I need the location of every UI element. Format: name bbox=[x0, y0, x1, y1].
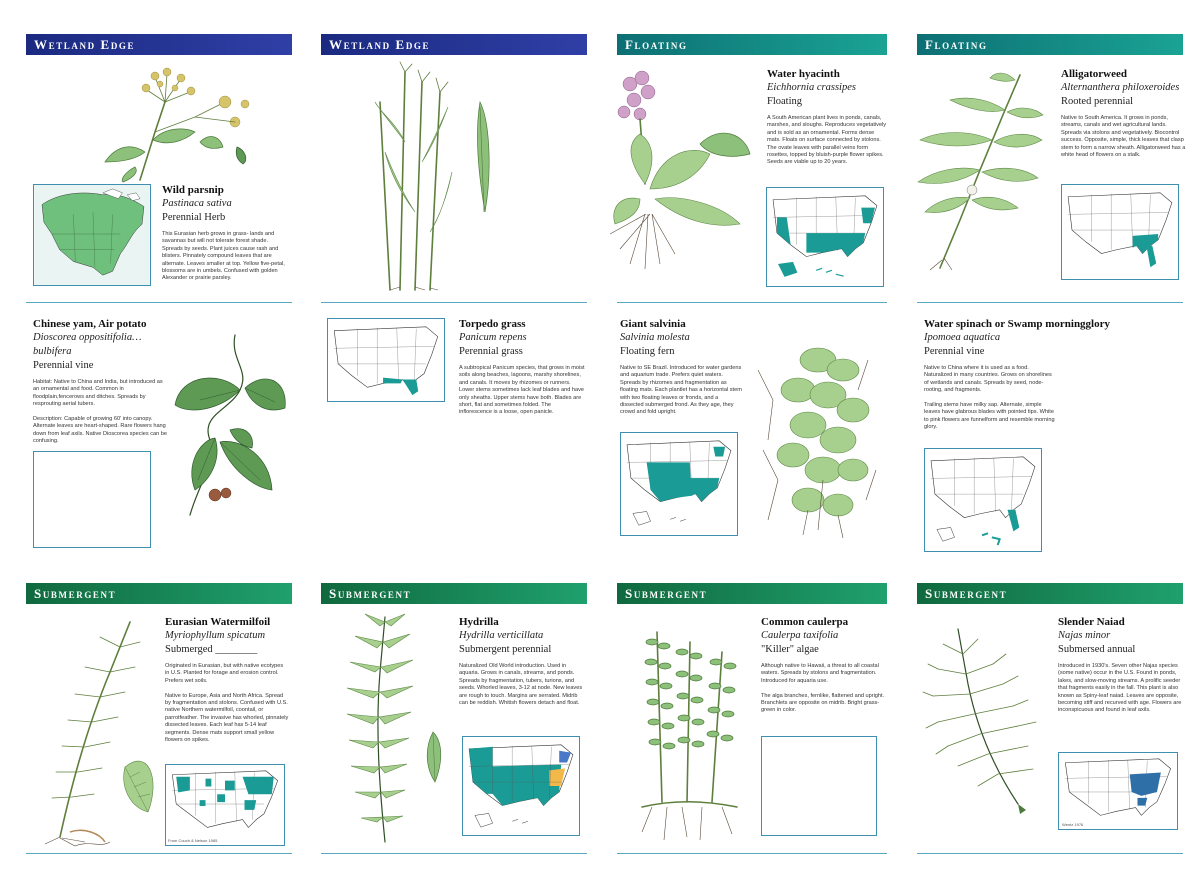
scientific-name: Dioscorea oppositifolia…bulbifera bbox=[33, 332, 142, 357]
range-map-us bbox=[766, 187, 884, 287]
species-entry-torpedo-grass bbox=[459, 318, 585, 417]
divider-rule bbox=[617, 302, 887, 303]
species-entry-wild-parsnip bbox=[162, 184, 288, 283]
caulerpa-illustration bbox=[622, 612, 752, 844]
range-map-us bbox=[1061, 184, 1179, 280]
species-name: Eurasian Watermilfoil bbox=[165, 616, 271, 628]
species-description: Native to South America. It grows in ponds, streams, canals and wet agricultural lands. Spreads via stolons and vegetatively. Biocontrol success. Opposite, simple, thick leaves that clasp stem to form a narrow sheath. Alligatorweed has a white head of flowers on a stalk. bbox=[1061, 115, 1186, 159]
scientific-name: Najas minor bbox=[1058, 630, 1111, 641]
torpedo-grass-illustration bbox=[360, 62, 520, 290]
scientific-name: Panicum repens bbox=[459, 332, 527, 343]
species-entry-eurasian-watermilfoil bbox=[165, 616, 289, 744]
plant-type: Submergent perennial bbox=[459, 644, 552, 655]
scientific-name: Alternanthera philoxeroides bbox=[1061, 82, 1180, 93]
species-description: Introduced in 1930's. Seven other Najas species (some native) occur in the U.S. Found in ponds, lakes, and slow-moving streams. A prolific seeder that fragments easily in the fall. This plant is also known as Spiny-leaf naiad. Leaves are opposite, becoming stiff and recurved with age. Flowers are inconspicuous and found in leaf axils. bbox=[1058, 663, 1182, 714]
hydrilla-illustration bbox=[325, 612, 455, 844]
species-name: Wild parsnip bbox=[162, 184, 224, 196]
species-entry-giant-salvinia bbox=[620, 318, 742, 417]
scientific-name: Myriophyllum spicatum bbox=[165, 630, 266, 641]
giant-salvinia-illustration bbox=[748, 330, 886, 540]
divider-rule bbox=[321, 853, 587, 854]
species-entry-water-hyacinth bbox=[767, 68, 887, 167]
species-description: Native to China where it is used as a food. Naturalized in many countries. Grows on shorelines of wetlands and canals. Spreads by seed, node-rooting, and fragments. Trailing stems have milky sap. Alternate, simple leaves have glabrous blades with pointed tips. White to pink flowers are funnelform and resemble morning glory. bbox=[924, 365, 1055, 431]
range-map-us bbox=[327, 318, 445, 402]
species-entry-common-caulerpa bbox=[761, 616, 885, 715]
plant-type: Rooted perennial bbox=[1061, 96, 1134, 107]
scientific-name: Pastinaca sativa bbox=[162, 198, 232, 209]
divider-rule bbox=[321, 302, 587, 303]
section-header-floating: Floating bbox=[617, 34, 887, 55]
scientific-name: Salvinia molesta bbox=[620, 332, 690, 343]
range-map-empty bbox=[33, 451, 151, 548]
plant-type: Floating bbox=[767, 96, 803, 107]
scientific-name: Caulerpa taxifolia bbox=[761, 630, 839, 641]
map-caption: From Couch & Nelson 1985 bbox=[168, 838, 218, 843]
species-name: Chinese yam, Air potato bbox=[33, 318, 147, 330]
wild-parsnip-illustration bbox=[95, 62, 265, 182]
plant-type: Perennial Herb bbox=[162, 212, 226, 223]
divider-rule bbox=[917, 302, 1183, 303]
species-description: This Eurasian herb grows in grass- lands and savannas but will not tolerate forest shade. Spreads by seeds. Plant juices cause rash and blisters. Pinnately compound leaves that are alternate. Leaves smaller at top. Yellow five-petal, blossoms are in umbels. Confused with golden Alexander or prairie parsley. bbox=[162, 231, 285, 282]
section-header-wetland-edge: Wetland Edge bbox=[26, 34, 292, 55]
species-description: Although native to Hawaii, a threat to all coastal waters. Spreads by stolons and fragmentation. Introduced for aquaria use. The alga branches, fernlike, flattened and upright. Branchlets are opposite on midrib. Bright grass-green in color. bbox=[761, 663, 885, 714]
species-entry-water-spinach bbox=[924, 318, 1180, 432]
species-entry-slender-naiad bbox=[1058, 616, 1186, 715]
species-name: Hydrilla bbox=[459, 616, 499, 628]
species-description: Habitat: Native to China and India, but introduced as an ornamental and food. Common in floodplain,fencerows and ditches. Spreads by resprouting aerial tubers. Description: Capable of growing 60' into canopy. Alternate leaves are heart-shaped. Rare flowers hang down from leaf axils. Native Dioscorea species can be confusing. bbox=[33, 379, 168, 445]
species-name: Torpedo grass bbox=[459, 318, 526, 330]
section-header-submergent: Submergent bbox=[321, 583, 587, 604]
plant-type: Perennial vine bbox=[924, 346, 985, 357]
divider-rule bbox=[26, 853, 292, 854]
species-name: Giant salvinia bbox=[620, 318, 686, 330]
species-name: Water spinach or Swamp morningglory bbox=[924, 318, 1110, 330]
chinese-yam-illustration bbox=[160, 330, 290, 520]
species-name: Common caulerpa bbox=[761, 616, 849, 628]
plant-type: Submersed annual bbox=[1058, 644, 1136, 655]
plant-type: Floating fern bbox=[620, 346, 675, 357]
species-description: Originated in Eurasian, but with native ecotypes in U.S. Planted for forage and erosion control. Prefers wet soils. Native to Europe, Asia and North Africa. Spread by fragmentation and stolons. Confused with U.S. native Northern watermilfoil, coontail, or parrotfeather. The invasive has whorled, pinnately dissected leaves. Each leaf has 5-14 leaf segments. Dense mats support small yellow flowers on spikes. bbox=[165, 663, 289, 744]
divider-rule bbox=[917, 853, 1183, 854]
species-entry-alligatorweed bbox=[1061, 68, 1187, 159]
species-description: Native to SE Brazil. Introduced for water gardens and aquarium trade. Prefers quiet waters. Spreads by rhizomes and fragmentation as floating mats. Each plantlet has a horizontal stem with two floating leaves or fronds, and a dissected submerged frond. As they age, they crowd and fold upright. bbox=[620, 365, 742, 416]
range-map-us bbox=[620, 432, 738, 536]
plant-type: Perennial grass bbox=[459, 346, 523, 357]
species-description: A subtropical Panicum species, that grows in moist soils along beaches, lagoons, marshy shorelines, and canals. It moves by rhizomes or runners. Lower stems sometimes lack leaf blades and have only sheaths. Upper stems have both. Blades are short, flat and sometimes folded. The inflorescence is a loose, open panicle. bbox=[459, 365, 585, 416]
eurasian-watermilfoil-illustration bbox=[30, 612, 160, 847]
section-header-submergent: Submergent bbox=[617, 583, 887, 604]
range-map-us bbox=[924, 448, 1042, 552]
species-name: Alligatorweed bbox=[1061, 68, 1127, 80]
slender-naiad-illustration bbox=[918, 624, 1048, 814]
alligatorweed-illustration bbox=[910, 70, 1045, 270]
range-map-north-america bbox=[33, 184, 151, 286]
water-hyacinth-illustration bbox=[600, 64, 760, 274]
divider-rule bbox=[617, 853, 887, 854]
section-header-submergent: Submergent bbox=[26, 583, 292, 604]
range-map-us bbox=[165, 764, 285, 846]
species-description: Naturalized Old World introduction. Used in aquaria. Grows in canals, streams, and ponds. Spreads by fragmentation, tubers, turions, and seeds. Whorled leaves, 3-12 at node. New leaves are rough to touch. Margins are serrated. Midrib can be reddish. Whitish flowers detach and float. bbox=[459, 663, 583, 707]
map-caption: Wentz 1976 bbox=[1062, 822, 1084, 827]
plant-type: "Killer" algae bbox=[761, 644, 819, 655]
section-header-floating: Floating bbox=[917, 34, 1183, 55]
scientific-name: Eichhornia crassipes bbox=[767, 82, 856, 93]
section-header-submergent: Submergent bbox=[917, 583, 1183, 604]
plant-type: Submerged ________ bbox=[165, 644, 258, 655]
species-entry-hydrilla bbox=[459, 616, 587, 707]
divider-rule bbox=[26, 302, 292, 303]
range-map-us bbox=[1058, 752, 1178, 830]
range-map-us bbox=[462, 736, 580, 836]
scientific-name: Ipomoea aquatica bbox=[924, 332, 1001, 343]
section-header-wetland-edge: Wetland Edge bbox=[321, 34, 587, 55]
range-map-empty bbox=[761, 736, 877, 836]
species-entry-chinese-yam bbox=[33, 318, 169, 446]
species-name: Slender Naiad bbox=[1058, 616, 1125, 628]
scientific-name: Hydrilla verticillata bbox=[459, 630, 544, 641]
species-name: Water hyacinth bbox=[767, 68, 840, 80]
plant-type: Perennial vine bbox=[33, 360, 94, 371]
species-description: A South American plant lives in ponds, canals, marshes, and sloughs. Reproduces vegetatively and is sold as an ornamental. Forms dense mats. Floats on surface connected by stolons. The ovate leaves with parallel veins form rosettes, topped by bluish-purple flower spikes. Seeds are viable up to 20 years. bbox=[767, 115, 887, 166]
